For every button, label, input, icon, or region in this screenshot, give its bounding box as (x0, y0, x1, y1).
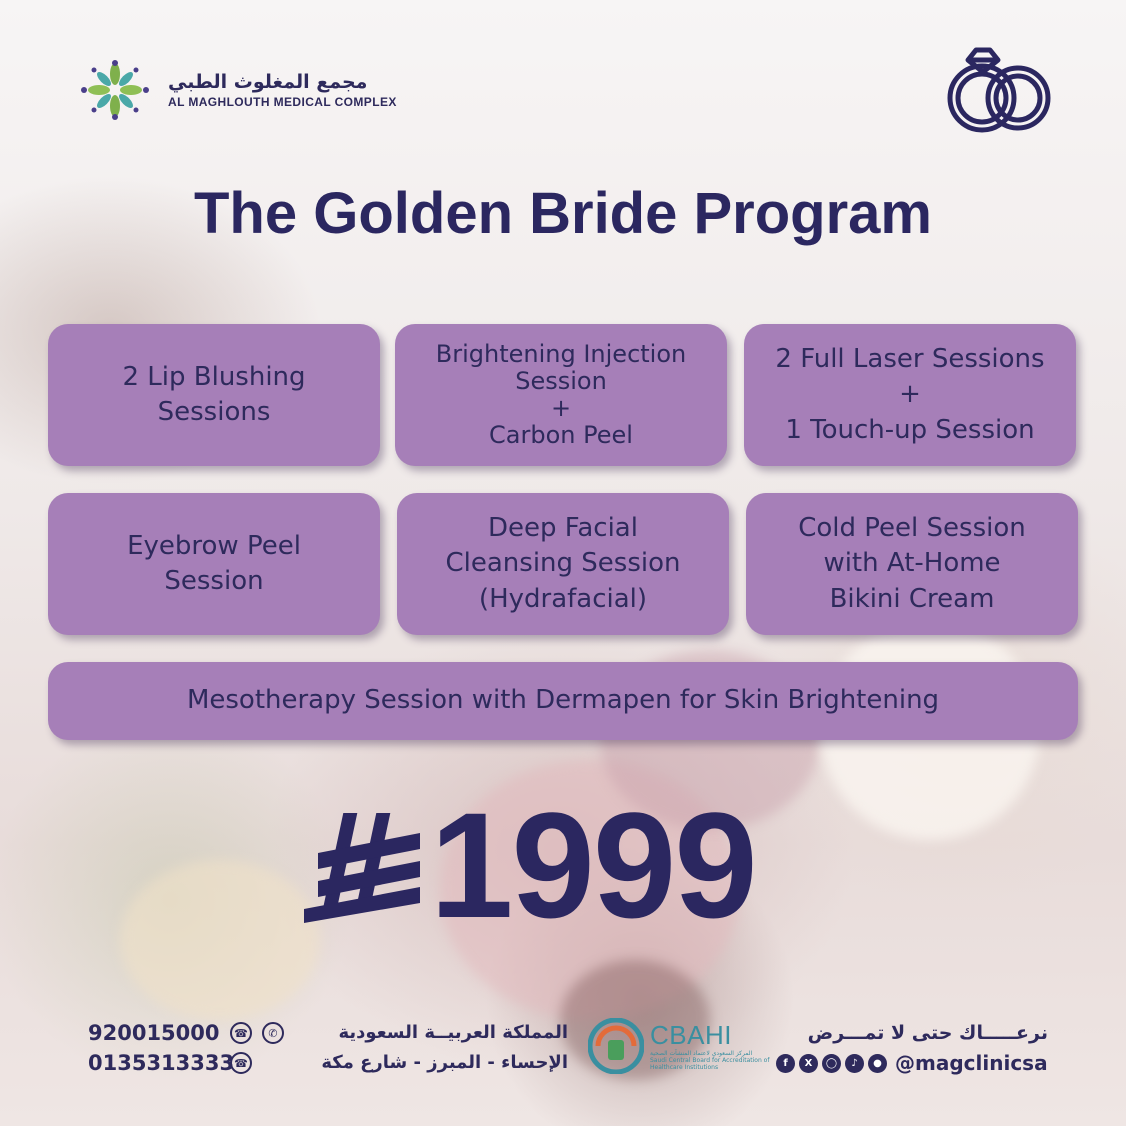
address (300, 1018, 568, 1078)
cbahi-name: CBAHI (650, 1020, 732, 1051)
background-flower (120, 860, 320, 1020)
address-line-country: المملكة العربيــة السعودية (338, 1022, 568, 1043)
cbahi-accreditation (588, 1018, 770, 1074)
cbahi-logo-icon (588, 1018, 644, 1074)
service-card-brightening-injection: Brightening Injection Session + Carbon Peel (395, 324, 727, 466)
brand-name (168, 71, 397, 109)
cbahi-subtitle-english: Saudi Central Board for Accreditation of Healthcare Institutions (650, 1057, 770, 1071)
cbahi-subtitle-arabic: المركز السعودي لاعتماد المنشآت الصحية (650, 1050, 753, 1058)
x-icon[interactable]: X (799, 1054, 818, 1073)
wedding-rings-icon (944, 46, 1054, 136)
service-card-lip-blushing: 2 Lip Blushing Sessions (48, 324, 380, 466)
phone-list (88, 1018, 284, 1078)
leaf-logo-icon (72, 60, 158, 120)
social-icons-row (776, 1048, 1048, 1078)
cbahi-text (650, 1020, 770, 1072)
social-block (776, 1018, 1048, 1078)
service-card-eyebrow-peel: Eyebrow Peel Session (48, 493, 380, 635)
phone-row (88, 1018, 284, 1048)
service-card-mesotherapy: Mesotherapy Session with Dermapen for Skin Brightening (48, 662, 1078, 740)
price (300, 781, 756, 949)
service-card-deep-facial: Deep Facial Cleansing Session (Hydrafacial) (397, 493, 729, 635)
service-card-full-laser: 2 Full Laser Sessions + 1 Touch-up Session (744, 324, 1076, 466)
social-handle[interactable]: @magclinicsa (895, 1051, 1048, 1075)
facebook-icon[interactable]: f (776, 1054, 795, 1073)
address-line-street: الإحساء - المبرز - شارع مكة (321, 1052, 568, 1073)
slogan: نرعـــــاك حتى لا تمـــرض (807, 1022, 1048, 1044)
whatsapp-icon: ✆ (262, 1022, 284, 1044)
brand-name-english: AL MAGHLOUTH MEDICAL COMPLEX (168, 95, 397, 109)
saudi-riyal-icon (300, 805, 430, 925)
instagram-icon[interactable]: ◯ (822, 1054, 841, 1073)
phone-row (88, 1048, 284, 1078)
snapchat-icon[interactable]: ● (868, 1054, 887, 1073)
phone-number[interactable]: 0135313333 (88, 1051, 235, 1075)
phone-icon: ☎ (230, 1052, 252, 1074)
brand-logo (72, 60, 397, 120)
brand-name-arabic: مجمع المغلوث الطبي (168, 71, 368, 93)
phone-number[interactable]: 920015000 (88, 1021, 220, 1045)
price-value: 1999 (430, 781, 756, 949)
phone-icon: ☎ (230, 1022, 252, 1044)
tiktok-icon[interactable]: ♪ (845, 1054, 864, 1073)
service-card-cold-peel: Cold Peel Session with At-Home Bikini Cream (746, 493, 1078, 635)
page-title: The Golden Bride Program (194, 181, 932, 246)
